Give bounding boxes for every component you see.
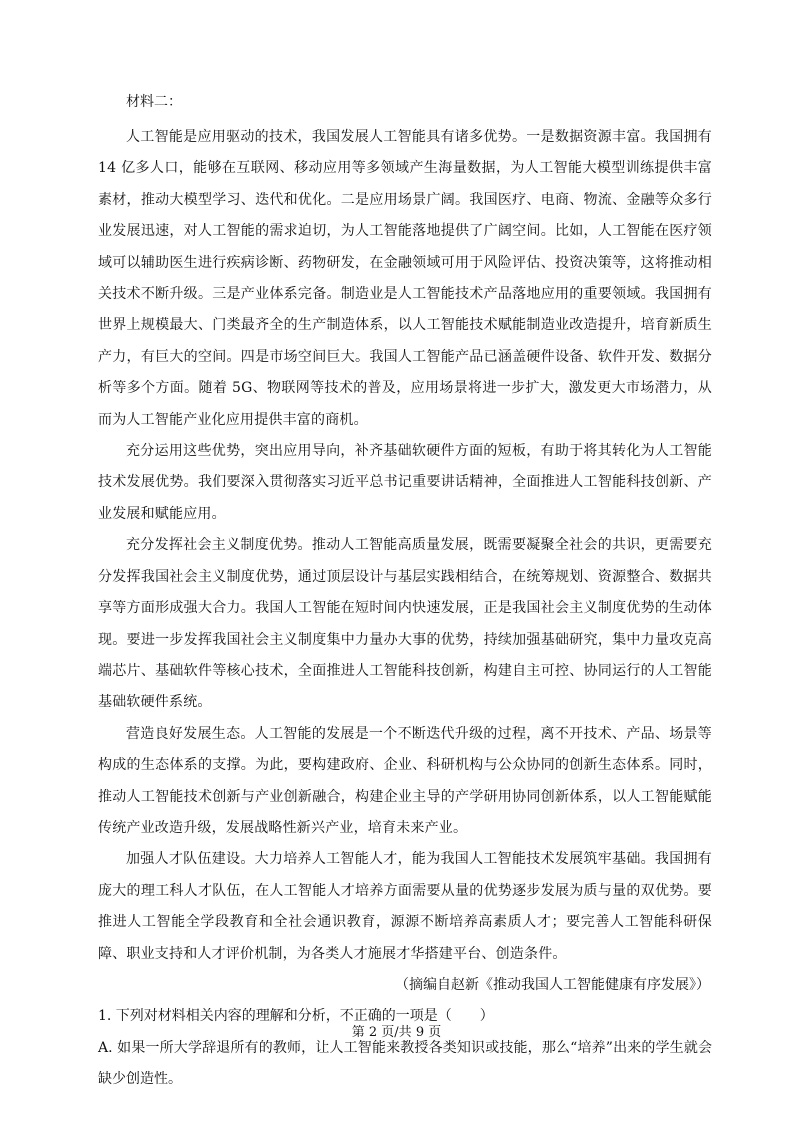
paragraph-ecosystem: 营造良好发展生态。人工智能的发展是一个不断迭代升级的过程，离不开技术、产品、场景等构成的生态体系的支撑。为此，要构建政府、企业、科研机构与公众协同的创新生态体系。同时，推动人工智能技术创新与产业创新融合，构建企业主导的产学研用协同创新体系，以人工智能赋能传统产业改造升级，发展战略性新兴产业，培育未来产业。 [98, 725, 712, 836]
paragraph-talent: 加强人才队伍建设。大力培养人工智能人才，能为我国人工智能技术发展筑牢基础。我国拥有庞大的理工科人才队伍，在人工智能人才培养方面需要从量的优势逐步发展为质与量的双优势。要推进人工智能全学段教育和全社会通识教育，源源不断培养高素质人才；要完善人工智能科研保障、职业支持和人才评价机制，为各类人才施展才华搭建平台、创造条件。 [98, 851, 712, 962]
paragraph-institutional-advantage: 充分发挥社会主义制度优势。推动人工智能高质量发展，既需要凝聚全社会的共识，更需要充分发挥我国社会主义制度优势，通过顶层设计与基层实践相结合，在统筹规划、资源整合、数据共享等方面形成强大合力。我国人工智能在短时间内快速发展，正是我国社会主义制度优势的生动体现。要进一步发挥我国社会主义制度集中力量办大事的优势，持续加强基础研究，集中力量攻克高端芯片、基础软件等核心技术，全面推进人工智能科技创新，构建自主可控、协同运行的人工智能基础软硬件系统。 [98, 537, 712, 711]
page-footer: 第 2 页/共 9 页 [351, 1025, 442, 1040]
paragraph-advantages: 人工智能是应用驱动的技术，我国发展人工智能具有诸多优势。一是数据资源丰富。我国拥有 14 亿多人口，能够在互联网、移动应用等多领域产生海量数据，为人工智能大模型训练提供丰富素材，推动大模型学习、迭代和优化。二是应用场景广阔。我国医疗、电商、物流、金融等众多行业发展迅速，对人工智能的需求迫切，为人工智能落地提供了广阔空间。比如，人工智能在医疗领域可以辅助医生进行疾病诊断、药物研发，在金融领域可用于风险评估、投资决策等，这将推动相关技术不断升级。三是产业体系完备。制造业是人工智能技术产品落地应用的重要领域。我国拥有世界上规模最大、门类最齐全的生产制造体系，以人工智能技术赋能制造业改造提升，培育新质生产力，有巨大的空间。四是市场空间巨大。我国人工智能产品已涵盖硬件设备、软件开发、数据分析等多个方面。随着 5G、物联网等技术的普及，应用场景将进一步扩大，激发更大市场潜力，从而为人工智能产业化应用提供丰富的商机。 [98, 129, 712, 428]
option-a: A. 如果一所大学辞退所有的教师，让人工智能来教授各类知识或技能，那么“培养”出来的学生就会缺少创造性。 [98, 1039, 712, 1088]
source-citation: （摘编自赵新《推动我国人工智能健康有序发展》） [395, 976, 710, 993]
paragraph-application-orientation: 充分运用这些优势，突出应用导向，补齐基础软硬件方面的短板，有助于将其转化为人工智能技术发展优势。我们要深入贯彻落实习近平总书记重要讲话精神，全面推进人工智能科技创新、产业发展和赋能应用。 [98, 443, 712, 522]
material-heading: 材料二： [126, 94, 182, 110]
document-body [98, 92, 712, 1096]
question-1: 1. 下列对材料相关内容的理解和分析，不正确的一项是（ ） [98, 1008, 494, 1025]
